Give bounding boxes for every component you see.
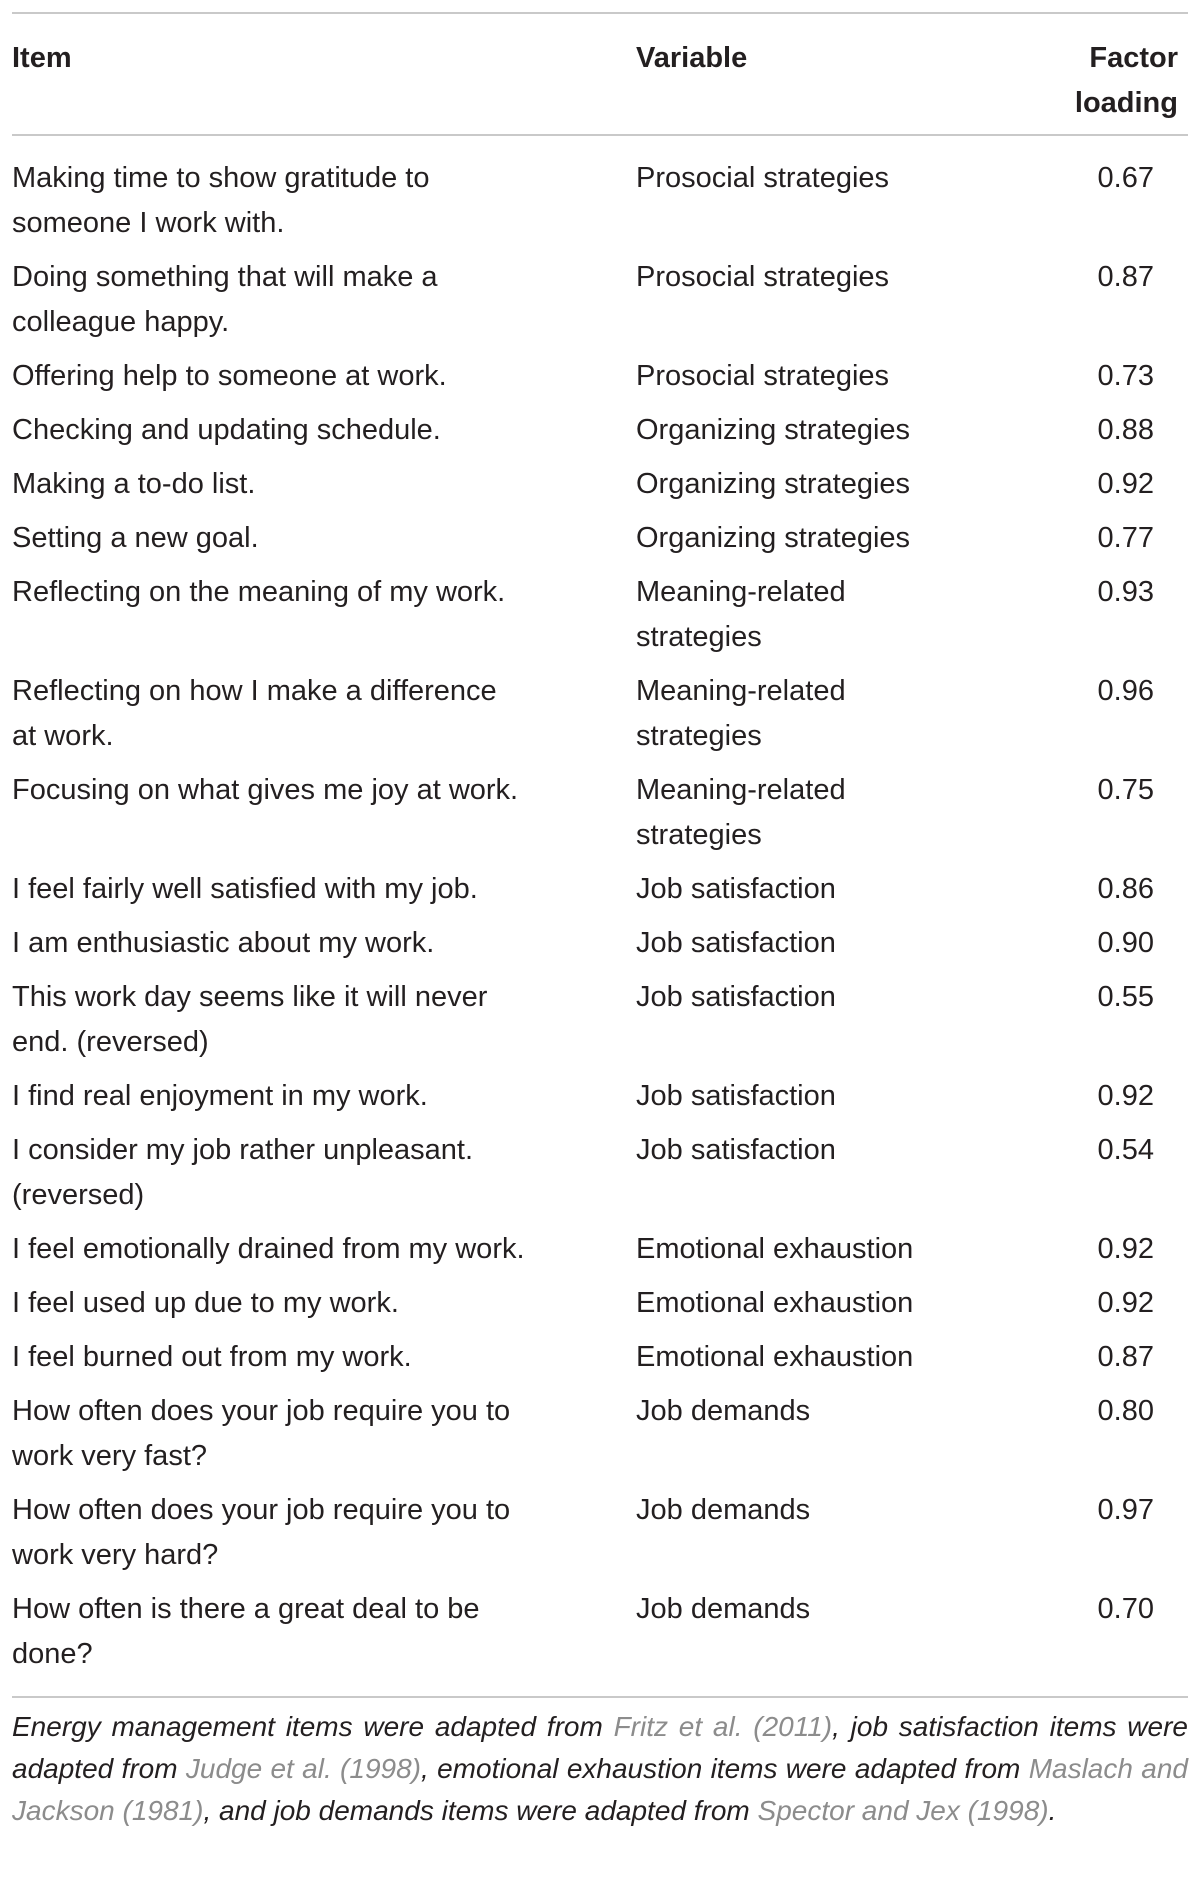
cell-item-line2: someone I work with.: [12, 207, 285, 239]
footnote-reference-link[interactable]: Spector and Jex (1998): [757, 1795, 1049, 1826]
cell-item-line2: (reversed): [12, 1179, 145, 1211]
cell-variable-line1: Meaning-related: [636, 675, 846, 707]
cell-variable-line1: Prosocial strategies: [636, 360, 890, 392]
cell-variable-line1: Organizing strategies: [636, 468, 911, 500]
cell-item-line1: Offering help to someone at work.: [12, 360, 447, 392]
table-row: [12, 570, 1188, 669]
cell-item: [12, 867, 612, 912]
cell-factor-loading: 0.80: [1097, 1395, 1154, 1427]
cell-factor-loading: 0.87: [1097, 261, 1154, 293]
cell-item-line1: How often does your job require you to: [12, 1494, 511, 1526]
cell-variable-line2: strategies: [636, 720, 762, 752]
cell-factor-loading: 0.70: [1097, 1593, 1154, 1625]
cell-item: [12, 570, 612, 615]
cell-variable: [636, 516, 996, 561]
cell-item: [12, 1128, 612, 1218]
table-row: [12, 921, 1188, 975]
cell-variable-line1: Emotional exhaustion: [636, 1341, 914, 1373]
cell-factor-loading: 0.86: [1097, 873, 1154, 905]
cell-item-line1: Reflecting on how I make a difference: [12, 675, 497, 707]
table-row: [12, 462, 1188, 516]
cell-item: [12, 1587, 612, 1677]
table-row: [12, 354, 1188, 408]
footnote-reference-link[interactable]: Maslach and Jackson (1981): [12, 1753, 1188, 1826]
cell-variable: [636, 570, 996, 660]
cell-item: [12, 255, 612, 345]
cell-variable-line1: Organizing strategies: [636, 522, 911, 554]
footnote-reference-link[interactable]: Fritz et al. (2011): [613, 1711, 833, 1742]
cell-variable-line1: Prosocial strategies: [636, 261, 890, 293]
cell-variable: [636, 1227, 996, 1272]
cell-item-line1: Focusing on what gives me joy at work.: [12, 774, 519, 806]
cell-variable-line2: strategies: [636, 621, 762, 653]
cell-variable-line1: Job satisfaction: [636, 981, 836, 1013]
cell-item: [12, 462, 612, 507]
cell-item: [12, 1488, 612, 1578]
cell-variable: [636, 1074, 996, 1119]
cell-variable-line1: Job satisfaction: [636, 927, 836, 959]
cell-variable-line1: Organizing strategies: [636, 414, 911, 446]
table-row: [12, 1128, 1188, 1227]
cell-item-line1: I feel emotionally drained from my work.: [12, 1233, 525, 1265]
cell-variable-line1: Emotional exhaustion: [636, 1233, 914, 1265]
cell-item: [12, 975, 612, 1065]
cell-item-line1: Checking and updating schedule.: [12, 414, 441, 446]
cell-item-line1: Setting a new goal.: [12, 522, 259, 554]
cell-factor-loading: 0.92: [1097, 1233, 1154, 1265]
cell-variable-line1: Job satisfaction: [636, 873, 836, 905]
cell-variable: [636, 975, 996, 1020]
table-row: [12, 1389, 1188, 1488]
cell-item-line1: Doing something that will make a: [12, 261, 438, 293]
cell-item-line2: at work.: [12, 720, 114, 752]
cell-item-line1: I am enthusiastic about my work.: [12, 927, 435, 959]
cell-variable: [636, 669, 996, 759]
cell-variable: [636, 156, 996, 201]
cell-item-line2: colleague happy.: [12, 306, 230, 338]
header-factor-loading: [1075, 36, 1178, 126]
table-row: [12, 1281, 1188, 1335]
footnote-reference-link[interactable]: Judge et al. (1998): [185, 1753, 421, 1784]
cell-variable: [636, 408, 996, 453]
cell-variable-line2: strategies: [636, 819, 762, 851]
cell-item: [12, 408, 612, 453]
cell-item: [12, 516, 612, 561]
cell-item-line1: I feel fairly well satisfied with my job.: [12, 873, 478, 905]
table-body: [12, 136, 1188, 1686]
cell-variable-line1: Job satisfaction: [636, 1134, 836, 1166]
table-row: [12, 156, 1188, 255]
cell-variable-line1: Emotional exhaustion: [636, 1287, 914, 1319]
table-row: [12, 408, 1188, 462]
cell-variable-line1: Meaning-related: [636, 774, 846, 806]
header-factor-loading-line1: Factor: [1089, 42, 1178, 74]
cell-variable: [636, 1587, 996, 1632]
table-row: [12, 1227, 1188, 1281]
cell-item-line1: This work day seems like it will never: [12, 981, 488, 1013]
cell-item-line1: Reflecting on the meaning of my work.: [12, 576, 506, 608]
cell-variable: [636, 255, 996, 300]
cell-item-line2: done?: [12, 1638, 93, 1670]
table-row: [12, 867, 1188, 921]
cell-factor-loading: 0.96: [1097, 675, 1154, 707]
cell-item: [12, 1074, 612, 1119]
footnote-text: , and job demands items were adapted from: [203, 1795, 758, 1826]
footnote-text: Energy management items were adapted from: [12, 1711, 614, 1742]
cell-variable: [636, 1281, 996, 1326]
cell-item: [12, 1281, 612, 1326]
cell-variable-line1: Job satisfaction: [636, 1080, 836, 1112]
cell-factor-loading: 0.54: [1097, 1134, 1154, 1166]
cell-item-line1: How often does your job require you to: [12, 1395, 511, 1427]
cell-item-line2: end. (reversed): [12, 1026, 209, 1058]
cell-item: [12, 1389, 612, 1479]
table-row: [12, 975, 1188, 1074]
cell-factor-loading: 0.93: [1097, 576, 1154, 608]
header-factor-loading-line2: loading: [1074, 87, 1178, 119]
footnote-text: , emotional exhaustion items were adapted from: [421, 1753, 1029, 1784]
footnote-text: .: [1048, 1795, 1057, 1826]
table-row: [12, 1074, 1188, 1128]
cell-item-line1: Making a to-do list.: [12, 468, 256, 500]
cell-variable: [636, 867, 996, 912]
cell-factor-loading: 0.90: [1097, 927, 1154, 959]
table-row: [12, 1587, 1188, 1686]
cell-factor-loading: 0.92: [1097, 468, 1154, 500]
cell-variable-line1: Prosocial strategies: [636, 162, 890, 194]
cell-variable-line1: Meaning-related: [636, 576, 846, 608]
cell-item-line1: I feel burned out from my work.: [12, 1341, 412, 1373]
cell-factor-loading: 0.77: [1097, 522, 1154, 554]
cell-item-line1: I find real enjoyment in my work.: [12, 1080, 428, 1112]
cell-item: [12, 1227, 612, 1272]
cell-item-line1: I feel used up due to my work.: [12, 1287, 399, 1319]
cell-factor-loading: 0.75: [1097, 774, 1154, 806]
table-header: [12, 14, 1188, 136]
cell-item-line2: work very fast?: [12, 1440, 207, 1472]
cell-factor-loading: 0.55: [1097, 981, 1154, 1013]
cell-factor-loading: 0.97: [1097, 1494, 1154, 1526]
cell-variable-line1: Job demands: [636, 1593, 811, 1625]
cell-variable: [636, 768, 996, 858]
table-row: [12, 669, 1188, 768]
cell-item-line1: How often is there a great deal to be: [12, 1593, 480, 1625]
cell-factor-loading: 0.87: [1097, 1341, 1154, 1373]
cell-factor-loading: 0.88: [1097, 414, 1154, 446]
cell-item-line1: Making time to show gratitude to: [12, 162, 430, 194]
table-row: [12, 768, 1188, 867]
cell-item: [12, 921, 612, 966]
cell-item: [12, 1335, 612, 1380]
cell-variable: [636, 354, 996, 399]
cell-item-line1: I consider my job rather unpleasant.: [12, 1134, 474, 1166]
cell-variable: [636, 1389, 996, 1434]
factor-loading-table: [12, 12, 1188, 1832]
header-item: Item: [12, 42, 72, 74]
cell-factor-loading: 0.92: [1097, 1287, 1154, 1319]
table-footnote: [12, 1698, 1188, 1832]
cell-variable-line1: Job demands: [636, 1494, 811, 1526]
table-row: [12, 516, 1188, 570]
cell-item: [12, 354, 612, 399]
cell-variable: [636, 1488, 996, 1533]
cell-variable-line1: Job demands: [636, 1395, 811, 1427]
table-row: [12, 1335, 1188, 1389]
cell-variable: [636, 1335, 996, 1380]
cell-factor-loading: 0.92: [1097, 1080, 1154, 1112]
cell-factor-loading: 0.67: [1097, 162, 1154, 194]
cell-variable: [636, 462, 996, 507]
table-row: [12, 1488, 1188, 1587]
cell-item-line2: work very hard?: [12, 1539, 219, 1571]
header-variable: Variable: [636, 42, 748, 74]
cell-factor-loading: 0.73: [1097, 360, 1154, 392]
footnote-text: , job satisfaction items were adapted from: [12, 1711, 1188, 1784]
cell-item: [12, 156, 612, 246]
cell-item: [12, 669, 612, 759]
cell-variable: [636, 921, 996, 966]
cell-variable: [636, 1128, 996, 1173]
cell-item: [12, 768, 612, 813]
table-row: [12, 255, 1188, 354]
